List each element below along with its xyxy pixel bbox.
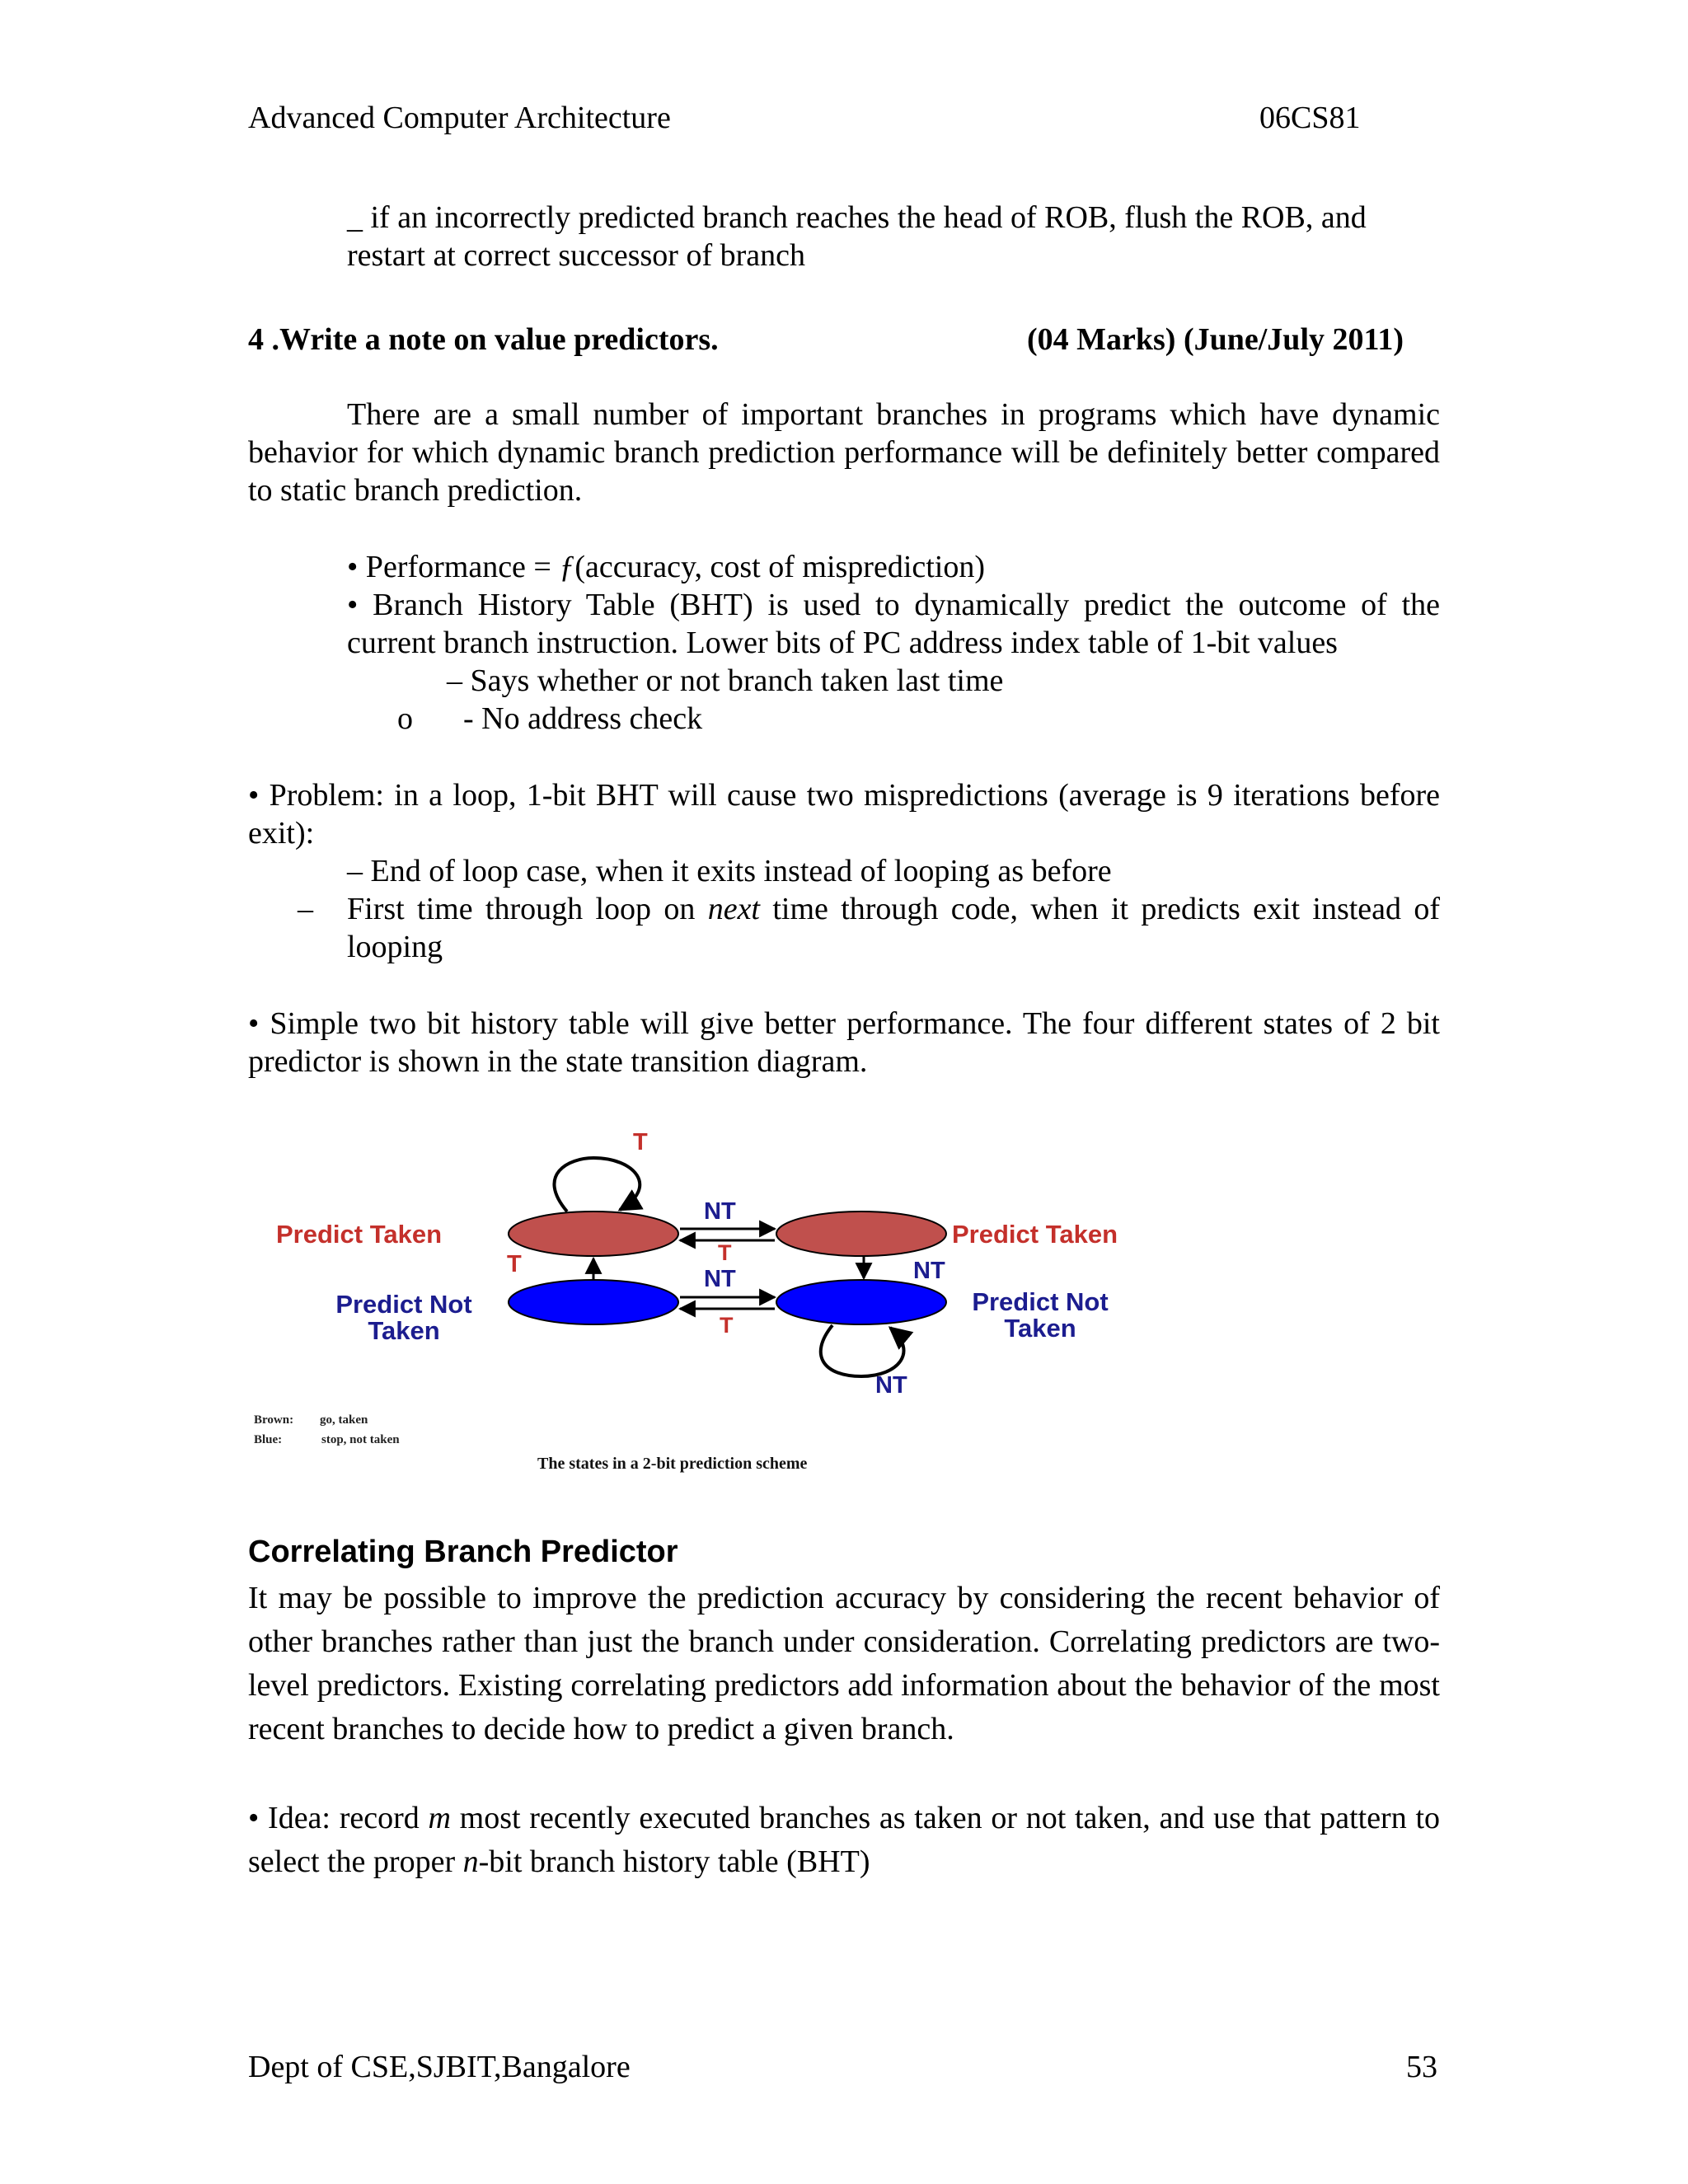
- idea-part-1: • Idea: record: [248, 1801, 429, 1835]
- header-code: 06CS81: [1259, 101, 1361, 135]
- label-predict-not-left-1: Predict Not: [335, 1290, 472, 1319]
- first-time-post: time through code, when it predicts exit instead of looping: [347, 892, 1441, 964]
- question-marks: (04 Marks) (June/July 2011): [1027, 322, 1404, 357]
- label-t-low: T: [720, 1313, 734, 1338]
- state-predict-not-taken-left: [509, 1280, 678, 1324]
- label-predict-taken-right: Predict Taken: [952, 1220, 1118, 1249]
- label-t-top: T: [633, 1129, 648, 1155]
- legend-brown-key: Brown:: [254, 1413, 294, 1427]
- footer-dept: Dept of CSE,SJBIT,Bangalore: [248, 2050, 631, 2084]
- first-time-pre: First time through loop on: [347, 892, 708, 926]
- footer-page-number: 53: [1406, 2050, 1437, 2084]
- bullet-bht: • Branch History Table (BHT) is used to dynamically predict the outcome of the current branch instruction. Lower bits of PC address index table of 1-bit values: [347, 588, 1440, 660]
- problem-sub-marker: –: [298, 892, 313, 926]
- state-transition-diagram: [247, 1117, 1203, 1492]
- idea-n: n: [462, 1844, 479, 1879]
- intro-line-1: _ if an incorrectly predicted branch reaches the head of ROB, flush the ROB, and: [347, 200, 1367, 235]
- first-time-next: next: [707, 892, 760, 926]
- state-predict-taken-right: [776, 1212, 946, 1256]
- label-predict-not-right-1: Predict Not: [972, 1287, 1109, 1316]
- idea-m: m: [428, 1801, 451, 1835]
- state-predict-taken-left: [509, 1212, 678, 1256]
- label-nt-mid: NT: [704, 1266, 736, 1292]
- sub-bullet-marker-o: o: [397, 701, 413, 736]
- label-t-left: T: [507, 1251, 522, 1277]
- perf-prefix: • Performance =: [347, 550, 560, 584]
- perf-suffix: (accuracy, cost of misprediction): [574, 550, 986, 584]
- label-predict-not-right-2: Taken: [1004, 1314, 1076, 1343]
- question-text: 4 .Write a note on value predictors.: [248, 322, 719, 357]
- idea-part-2: most recently executed branches as taken or not taken, and use that pattern to select the proper: [248, 1801, 1440, 1879]
- problem-sub-end-of-loop: – End of loop case, when it exits instead of looping as before: [347, 854, 1112, 888]
- sub-bullet-says: – Says whether or not branch taken last time: [447, 663, 1004, 698]
- header-title: Advanced Computer Architecture: [248, 101, 671, 135]
- legend-brown-value: go, taken: [320, 1413, 368, 1427]
- bullet-idea: [248, 1797, 1440, 1884]
- label-predict-not-left-2: Taken: [368, 1316, 440, 1345]
- sub-bullet-no-address: - No address check: [463, 701, 703, 736]
- paragraph-dynamic-branches: There are a small number of important branches in programs which have dynamic behavior for which dynamic branch prediction performance will be definitely better compared to static branch prediction.: [248, 397, 1440, 508]
- label-nt-right: NT: [913, 1258, 945, 1284]
- perf-function: ƒ: [559, 550, 575, 584]
- problem-sub-first-time: [347, 890, 1440, 966]
- paragraph-correlating: It may be possible to improve the prediction accuracy by considering the recent behavior of other branches rather than just the branch under consideration. Correlating predictors are two-level predictors. Existing correlating predictors add information about the behavior of the most recent branches to decide how to predict a given branch.: [248, 1581, 1440, 1746]
- legend-blue-value: stop, not taken: [321, 1433, 400, 1446]
- legend-blue-key: Blue:: [254, 1433, 283, 1446]
- label-nt-top: NT: [704, 1198, 736, 1225]
- diagram-caption: The states in a 2-bit prediction scheme: [537, 1455, 808, 1473]
- label-nt-bottom: NT: [875, 1372, 907, 1399]
- label-predict-taken-left: Predict Taken: [276, 1220, 443, 1249]
- bullet-performance: [347, 548, 985, 586]
- self-loop-not-taken: [821, 1325, 904, 1376]
- bullet-simple-two-bit: • Simple two bit history table will give better performance. The four different states of 2 bit predictor is shown in the state transition diagram.: [248, 1006, 1440, 1079]
- state-predict-not-taken-right: [776, 1280, 946, 1324]
- idea-part-3: -bit branch history table (BHT): [478, 1844, 870, 1879]
- intro-line-2: restart at correct successor of branch: [347, 238, 805, 273]
- bullet-problem: • Problem: in a loop, 1-bit BHT will cause two mispredictions (average is 9 iterations before exit):: [248, 778, 1440, 851]
- section-heading-correlating: Correlating Branch Predictor: [248, 1535, 678, 1569]
- label-t-mid: T: [718, 1240, 732, 1265]
- self-loop-taken: [554, 1158, 640, 1212]
